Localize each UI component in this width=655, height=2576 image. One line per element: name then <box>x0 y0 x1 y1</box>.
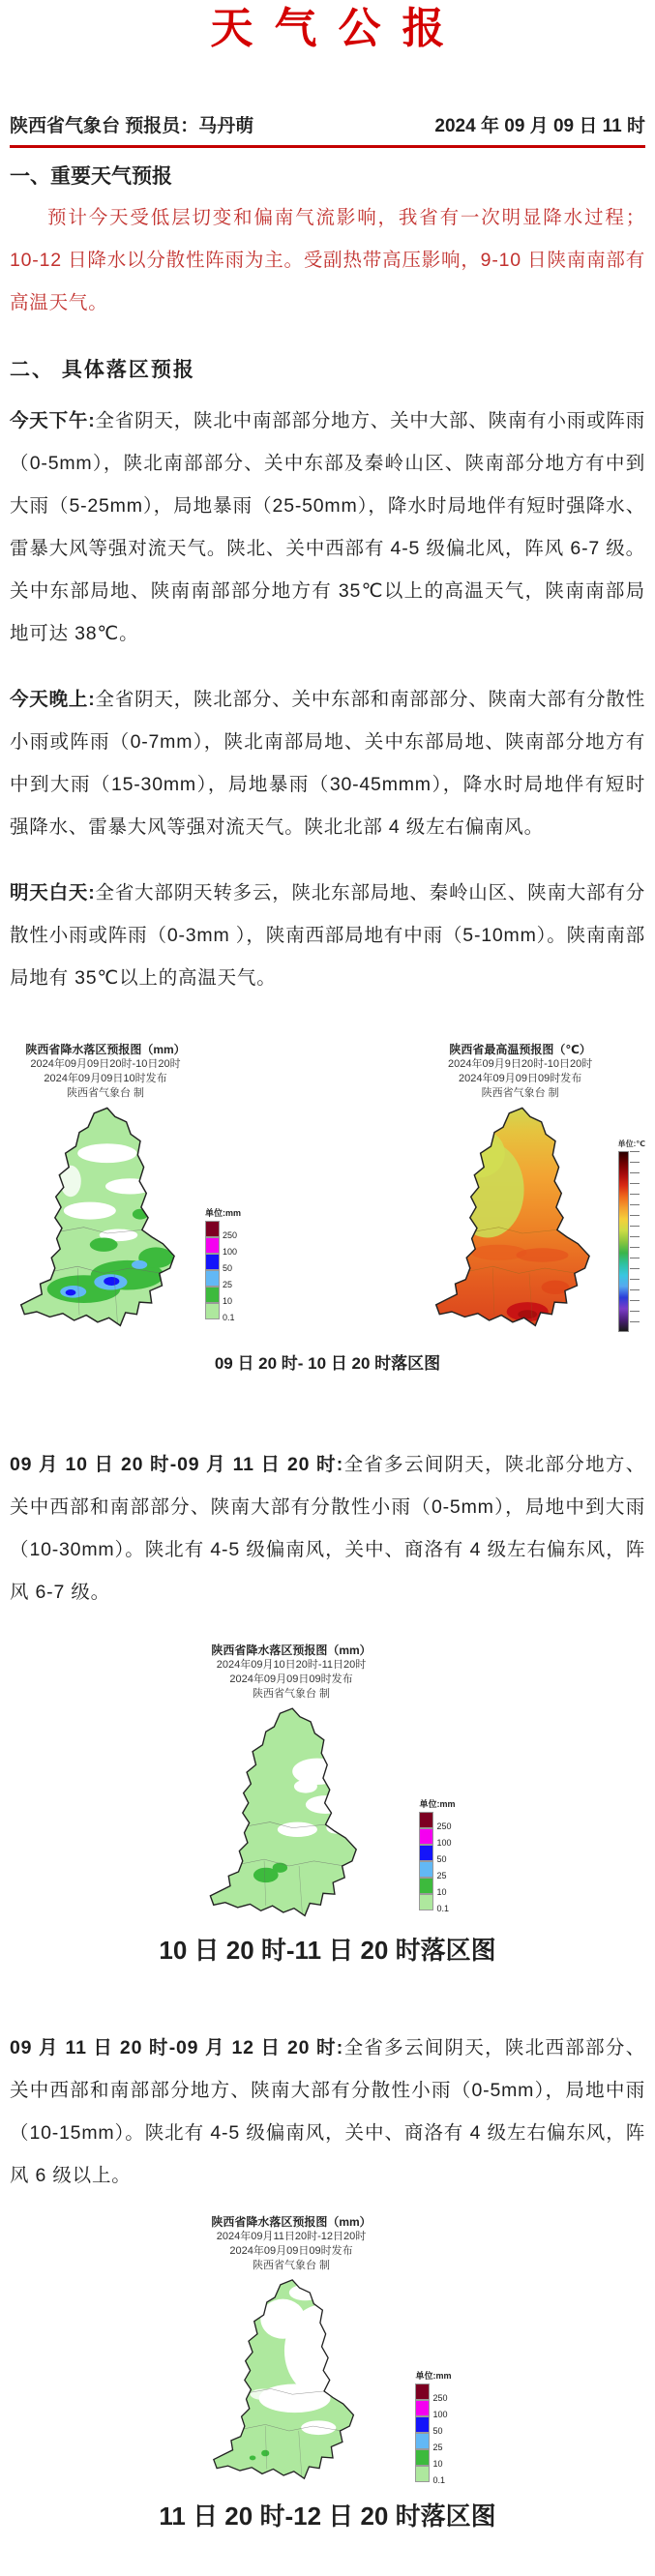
legend-swatch-01 <box>415 2466 430 2482</box>
precip-legend-3 <box>415 2369 451 2498</box>
temp-colorbar-ticks <box>630 1151 640 1330</box>
legend-swatch-100 <box>205 1237 220 1254</box>
forecast-tomorrow-label: 明天白天: <box>10 882 96 903</box>
forecast-day2 <box>10 1443 645 1614</box>
forecast-day3-label: 09 月 11 日 20 时-09 月 12 日 20 时: <box>10 2037 344 2058</box>
page-title: 天气公报 <box>210 5 466 52</box>
forecast-day2-label: 09 月 10 日 20 时-09 月 11 日 20 时: <box>10 1454 344 1475</box>
forecast-tomorrow <box>10 872 645 999</box>
precip-map-day2-titles <box>211 1643 371 1702</box>
temp-map-titles <box>448 1042 592 1101</box>
precip-legend-title: 单位:mm <box>205 1208 242 1218</box>
legend-label: 250 <box>436 1821 452 1831</box>
legend-label: 50 <box>432 2426 443 2436</box>
legend-label: 10 <box>432 2459 443 2469</box>
precip-map-day1-titles <box>25 1042 185 1101</box>
legend-label: 100 <box>223 1247 238 1257</box>
forecast-this-afternoon <box>10 400 645 655</box>
caption-day3: 11 日 20 时-12 日 20 时落区图 <box>159 2502 496 2531</box>
forecast-day3 <box>10 2027 645 2197</box>
forecast-afternoon-label: 今天下午: <box>10 410 96 431</box>
map-valid-period: 2024年09月10日20时-11日20时 <box>216 1659 367 1671</box>
legend-label: 250 <box>223 1230 238 1240</box>
temp-legend-title: 单位:℃ <box>617 1140 645 1148</box>
shaanxi-precip-map-3 <box>203 2275 378 2498</box>
map-valid-period: 2024年09月11日20时-12日20时 <box>216 2231 367 2242</box>
map-issue-time: 2024年09月09日09时发布 <box>459 1073 582 1084</box>
legend-label: 100 <box>432 2410 448 2419</box>
shaanxi-temp-map <box>425 1103 616 1347</box>
map-title: 陕西省最高温预报图（℃） <box>449 1043 591 1056</box>
map-producer: 陕西省气象台 制 <box>66 1087 145 1099</box>
temp-map-day1 <box>425 1042 645 1347</box>
header-divider <box>10 145 645 148</box>
legend-label: 50 <box>223 1263 233 1273</box>
map-producer: 陕西省气象台 制 <box>481 1087 559 1099</box>
map-title: 陕西省降水落区预报图（mm） <box>25 1043 186 1056</box>
legend-swatch-50 <box>205 1254 220 1270</box>
legend-swatch-250 <box>415 2384 430 2400</box>
precip-legend-1 <box>205 1206 242 1322</box>
map-valid-period: 2024年09月9日20时-10日20时 <box>448 1058 593 1070</box>
legend-label: 0.1 <box>223 1313 235 1322</box>
precip-legend-title: 单位:mm <box>419 1799 456 1809</box>
map-title: 陕西省降水落区预报图（mm） <box>211 2215 372 2229</box>
legend-label: 0.1 <box>436 1904 449 1913</box>
precip-legend-title: 单位:mm <box>415 2371 452 2381</box>
legend-label: 250 <box>432 2393 448 2403</box>
temp-colorbar <box>618 1151 629 1332</box>
shaanxi-precip-map-1 <box>10 1103 201 1347</box>
maps-row-day1 <box>10 1042 645 1347</box>
map-producer: 陕西省气象台 制 <box>252 1688 331 1700</box>
important-forecast-text: 预计今天受低层切变和偏南气流影响，我省有一次明显降水过程；10-12 日降水以分散性阵雨为主。受副热带高压影响，9-10 日陕南南部有高温天气。 <box>10 207 645 313</box>
forecast-day2-text: 全省多云间阴天，陕北部分地方、关中西部和南部部分、陕南大部有分散性小雨（0-5mm），局地中到大雨（10-30mm）。陕北有 4-5 级偏南风，关中、商洛有 4 级左右偏东风，阵风 6-7 级。 <box>10 1454 645 1603</box>
legend-swatch-100 <box>419 1828 433 1845</box>
legend-swatch-01 <box>419 1894 433 1910</box>
legend-label: 25 <box>432 2443 443 2452</box>
legend-swatch-250 <box>205 1221 220 1237</box>
map-issue-time: 2024年09月09日09时发布 <box>229 2245 353 2257</box>
legend-label: 25 <box>223 1280 233 1289</box>
legend-swatch-01 <box>205 1303 220 1319</box>
legend-swatch-25 <box>205 1270 220 1287</box>
section2-heading: 二、 具体落区预报 <box>10 359 195 381</box>
caption-day1: 09 日 20 时- 10 日 20 时落区图 <box>214 1354 441 1373</box>
map-title: 陕西省降水落区预报图（mm） <box>211 1643 372 1657</box>
legend-label: 0.1 <box>432 2475 445 2485</box>
forecast-tonight-label: 今天晚上: <box>10 689 96 710</box>
temp-legend <box>618 1139 645 1332</box>
caption-day2: 10 日 20 时-11 日 20 时落区图 <box>159 1936 496 1965</box>
issue-datetime: 2024 年 09 月 09 日 11 时 <box>434 116 645 136</box>
legend-label: 50 <box>436 1854 447 1864</box>
legend-swatch-50 <box>419 1845 433 1861</box>
legend-label: 100 <box>436 1838 452 1848</box>
precip-map-day2 <box>10 1643 645 1936</box>
legend-swatch-25 <box>419 1861 433 1878</box>
legend-swatch-10 <box>205 1287 220 1303</box>
precip-map-day3-titles <box>211 2214 371 2273</box>
header-row <box>10 114 645 139</box>
legend-swatch-10 <box>419 1878 433 1894</box>
forecast-tonight <box>10 678 645 848</box>
legend-label: 10 <box>436 1887 447 1897</box>
forecast-afternoon-text: 全省阴天，陕北中南部部分地方、关中大部、陕南有小雨或阵雨（0-5mm），陕北南部部分、关中东部及秦岭山区、陕南部分地方有中到大雨（5-25mm），局地暴雨（25-50mm），降水时局地伴有短时强降水、雷暴大风等强对流天气。陕北、关中西部有 4-5 级偏北风，阵风 6-7 级。关中东部局地、陕南南部部分地方有 35℃以上的高温天气，陕南南部局地可达 38℃。 <box>10 410 645 644</box>
issuer-forecaster: 陕西省气象台 预报员：马丹萌 <box>10 116 254 136</box>
map-producer: 陕西省气象台 制 <box>252 2260 331 2271</box>
precip-legend-2 <box>419 1797 455 1936</box>
section1-heading: 一、重要天气预报 <box>10 165 172 188</box>
shaanxi-precip-map-2 <box>199 1703 382 1936</box>
forecast-tonight-text: 全省阴天，陕北部分、关中东部和南部部分、陕南大部有分散性小雨或阵雨（0-7mm），陕北南部局地、关中东部局地、陕南部分地方有中到大雨（15-30mm），局地暴雨（30-45mmm），降水时局地伴有短时强降水、雷暴大风等强对流天气。陕北北部 4 级左右偏南风。 <box>10 689 645 838</box>
legend-label: 25 <box>436 1871 447 1880</box>
forecast-tomorrow-text: 全省大部阴天转多云，陕北东部局地、秦岭山区、陕南大部有分散性小雨或阵雨（0-3mm ），陕南西部局地有中雨（5-10mm）。陕南南部局地有 35℃以上的高温天气。 <box>10 882 645 989</box>
precip-map-day3 <box>10 2214 645 2498</box>
legend-swatch-250 <box>419 1812 433 1828</box>
map-issue-time: 2024年09月09日10时发布 <box>44 1073 167 1084</box>
forecast-day3-text: 全省多云间阴天，陕北西部部分、关中西部和南部部分地方、陕南大部有分散性小雨（0-5mm），局地中雨（10-15mm）。陕北有 4-5 级偏南风，关中、商洛有 4 级左右偏东风，阵风 6 级以上。 <box>10 2037 645 2186</box>
legend-label: 10 <box>223 1296 233 1306</box>
legend-swatch-100 <box>415 2400 430 2416</box>
map-issue-time: 2024年09月09日09时发布 <box>229 1673 353 1685</box>
legend-swatch-25 <box>415 2433 430 2449</box>
legend-swatch-50 <box>415 2416 430 2433</box>
legend-swatch-10 <box>415 2449 430 2466</box>
map-valid-period: 2024年09月09日20时-10日20时 <box>30 1058 181 1070</box>
precip-map-day1 <box>10 1042 241 1347</box>
